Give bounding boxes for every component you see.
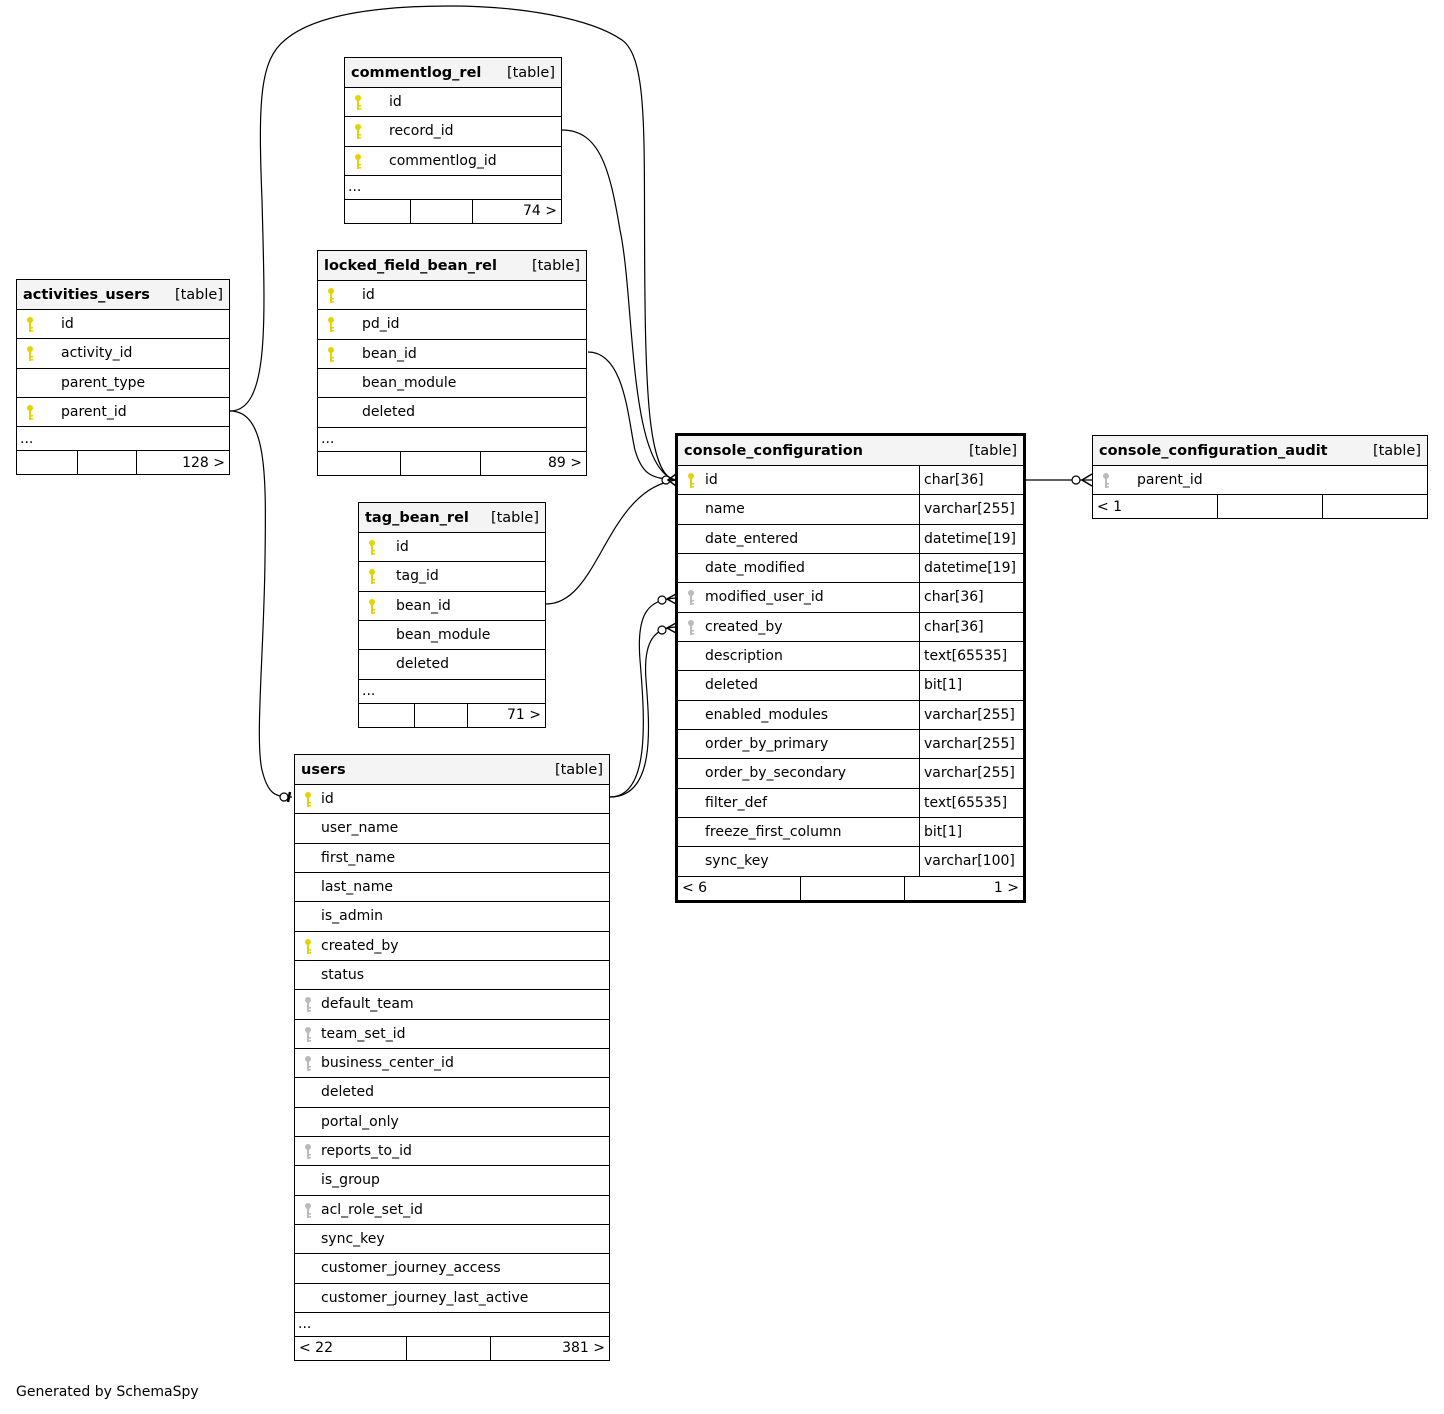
footer-mid bbox=[77, 451, 136, 474]
table-footer bbox=[1093, 495, 1427, 518]
column-row[interactable] bbox=[17, 369, 229, 398]
footer-right[interactable]: 381 > bbox=[490, 1337, 609, 1360]
column-row[interactable] bbox=[295, 1166, 609, 1195]
column-row[interactable] bbox=[345, 117, 561, 146]
column-row[interactable] bbox=[295, 1284, 609, 1313]
column-name: is_group bbox=[321, 1172, 380, 1189]
column-type: varchar[255] bbox=[919, 495, 1023, 523]
column-name: business_center_id bbox=[321, 1055, 454, 1072]
table-tag-bean-rel[interactable] bbox=[358, 502, 546, 728]
column-name: first_name bbox=[321, 849, 396, 866]
table-name: console_configuration_audit bbox=[1099, 442, 1328, 459]
table-locked-field-bean-rel[interactable] bbox=[317, 250, 587, 476]
column-row[interactable] bbox=[295, 1078, 609, 1107]
table-header bbox=[17, 280, 229, 310]
column-row[interactable] bbox=[678, 818, 1023, 847]
column-row[interactable] bbox=[295, 990, 609, 1019]
column-row[interactable] bbox=[678, 583, 1023, 612]
column-name: bean_id bbox=[396, 597, 451, 614]
table-type: [table] bbox=[506, 64, 555, 81]
column-name: activity_id bbox=[61, 345, 133, 362]
column-name: reports_to_id bbox=[321, 1143, 412, 1160]
column-name: deleted bbox=[362, 404, 415, 421]
column-row[interactable] bbox=[295, 932, 609, 961]
column-type: text[65535] bbox=[919, 789, 1023, 817]
table-type: [table] bbox=[554, 761, 603, 778]
relationship-activities-users-users bbox=[230, 411, 292, 797]
column-name: is_admin bbox=[321, 908, 384, 925]
column-type: varchar[100] bbox=[919, 847, 1023, 875]
footer-right[interactable]: 128 > bbox=[136, 451, 229, 474]
primary-key-icon bbox=[353, 153, 363, 171]
column-row[interactable] bbox=[678, 466, 1023, 495]
column-row[interactable] bbox=[295, 785, 609, 814]
column-name: order_by_primary bbox=[705, 736, 829, 753]
column-row[interactable] bbox=[295, 873, 609, 902]
column-name: pd_id bbox=[362, 316, 400, 333]
column-row[interactable] bbox=[17, 398, 229, 427]
column-row[interactable] bbox=[345, 147, 561, 176]
column-name: date_modified bbox=[705, 560, 805, 577]
table-header bbox=[678, 436, 1023, 466]
column-row[interactable] bbox=[678, 789, 1023, 818]
footer-right[interactable]: 74 > bbox=[472, 200, 561, 223]
column-name: modified_user_id bbox=[705, 589, 824, 606]
column-type: bit[1] bbox=[919, 671, 1023, 699]
more-columns: ... bbox=[295, 1313, 609, 1337]
column-row[interactable] bbox=[345, 88, 561, 117]
primary-key-icon bbox=[353, 123, 363, 141]
more-columns: ... bbox=[359, 680, 545, 704]
column-row[interactable] bbox=[17, 339, 229, 368]
column-name: bean_id bbox=[362, 345, 417, 362]
column-row[interactable] bbox=[318, 340, 586, 369]
column-row[interactable] bbox=[295, 961, 609, 990]
footer-right[interactable]: 1 > bbox=[904, 877, 1023, 900]
table-console-configuration[interactable] bbox=[675, 433, 1026, 903]
column-row[interactable] bbox=[318, 398, 586, 427]
relationship-tag-bean-rel bbox=[546, 480, 676, 604]
footer-right[interactable]: 71 > bbox=[467, 704, 545, 727]
table-footer bbox=[318, 452, 586, 475]
column-name: parent_id bbox=[1137, 472, 1203, 489]
primary-key-icon bbox=[25, 345, 35, 363]
column-row[interactable] bbox=[318, 310, 586, 339]
table-footer bbox=[359, 704, 545, 727]
column-type: varchar[255] bbox=[919, 759, 1023, 787]
foreign-key-icon bbox=[303, 996, 313, 1014]
foreign-key-icon bbox=[303, 1143, 313, 1161]
column-row[interactable] bbox=[359, 533, 545, 562]
table-name: locked_field_bean_rel bbox=[324, 257, 497, 274]
primary-key-icon bbox=[367, 539, 377, 557]
column-name: description bbox=[705, 648, 783, 665]
column-type: datetime[19] bbox=[919, 554, 1023, 582]
column-row[interactable] bbox=[295, 1254, 609, 1283]
column-name: customer_journey_last_active bbox=[321, 1289, 529, 1306]
column-row[interactable] bbox=[295, 814, 609, 843]
primary-key-icon bbox=[326, 346, 336, 364]
footer-left bbox=[345, 200, 410, 223]
column-name: acl_role_set_id bbox=[321, 1201, 423, 1218]
column-name: date_entered bbox=[705, 530, 799, 547]
column-row[interactable] bbox=[678, 495, 1023, 524]
column-row[interactable] bbox=[678, 642, 1023, 671]
foreign-key-icon bbox=[303, 1055, 313, 1073]
column-name: tag_id bbox=[396, 568, 439, 585]
primary-key-icon bbox=[303, 938, 313, 956]
column-name: sync_key bbox=[321, 1231, 385, 1248]
table-type: [table] bbox=[490, 509, 539, 526]
column-name: id bbox=[396, 539, 409, 556]
column-type: varchar[255] bbox=[919, 701, 1023, 729]
footer-mid bbox=[410, 200, 472, 223]
column-name: bean_module bbox=[396, 627, 491, 644]
footer-mid bbox=[400, 452, 480, 475]
column-name: bean_module bbox=[362, 375, 457, 392]
column-name: status bbox=[321, 967, 365, 984]
column-name: default_team bbox=[321, 996, 414, 1013]
footer-mid bbox=[414, 704, 467, 727]
column-name: id bbox=[321, 791, 334, 808]
footer-left bbox=[359, 704, 414, 727]
column-name: enabled_modules bbox=[705, 706, 829, 723]
column-name: user_name bbox=[321, 820, 399, 837]
table-type: [table] bbox=[531, 257, 580, 274]
table-header bbox=[295, 755, 609, 785]
primary-key-icon bbox=[686, 472, 696, 490]
column-row[interactable] bbox=[359, 621, 545, 650]
footer-right bbox=[1322, 495, 1427, 518]
primary-key-icon bbox=[326, 287, 336, 305]
column-row[interactable] bbox=[1093, 466, 1427, 495]
primary-key-icon bbox=[25, 404, 35, 422]
column-row[interactable] bbox=[318, 369, 586, 398]
table-name: activities_users bbox=[23, 286, 150, 303]
foreign-key-icon bbox=[303, 1026, 313, 1044]
column-name: created_by bbox=[321, 937, 399, 954]
table-footer bbox=[345, 200, 561, 223]
column-row[interactable] bbox=[678, 554, 1023, 583]
column-name: id bbox=[389, 94, 402, 111]
footer-right[interactable]: 89 > bbox=[480, 452, 586, 475]
column-row[interactable] bbox=[295, 1020, 609, 1049]
column-row[interactable] bbox=[17, 310, 229, 339]
column-name: commentlog_id bbox=[389, 152, 497, 169]
column-name: record_id bbox=[389, 123, 454, 140]
table-users[interactable] bbox=[294, 754, 610, 1361]
relationship-locked-field-bean-rel bbox=[588, 352, 676, 480]
footer-left[interactable]: < 6 bbox=[682, 880, 708, 897]
column-row[interactable] bbox=[678, 730, 1023, 759]
footer-mid bbox=[1217, 495, 1322, 518]
column-type: char[36] bbox=[919, 613, 1023, 641]
generated-by-label: Generated by SchemaSpy bbox=[16, 1384, 199, 1400]
foreign-key-icon bbox=[1101, 472, 1111, 490]
column-row[interactable] bbox=[678, 759, 1023, 788]
column-name: parent_type bbox=[61, 374, 146, 391]
column-name: id bbox=[705, 472, 718, 489]
column-row[interactable] bbox=[295, 844, 609, 873]
table-console-configuration-audit[interactable] bbox=[1092, 435, 1428, 519]
more-columns: ... bbox=[17, 427, 229, 451]
column-type: bit[1] bbox=[919, 818, 1023, 846]
crow-foot-optional-marker bbox=[658, 596, 666, 604]
column-row[interactable] bbox=[678, 701, 1023, 730]
column-name: id bbox=[362, 287, 375, 304]
table-name: tag_bean_rel bbox=[365, 509, 469, 526]
table-type: [table] bbox=[1372, 442, 1421, 459]
column-name: team_set_id bbox=[321, 1025, 406, 1042]
column-name: order_by_secondary bbox=[705, 765, 847, 782]
column-type: varchar[255] bbox=[919, 730, 1023, 758]
column-name: deleted bbox=[321, 1084, 374, 1101]
column-row[interactable] bbox=[678, 847, 1023, 876]
primary-key-icon bbox=[367, 598, 377, 616]
foreign-key-icon bbox=[686, 589, 696, 607]
primary-key-icon bbox=[25, 316, 35, 334]
column-row[interactable] bbox=[295, 1108, 609, 1137]
footer-left bbox=[17, 451, 77, 474]
table-activities-users[interactable] bbox=[16, 279, 230, 475]
column-row[interactable] bbox=[295, 1196, 609, 1225]
column-type: text[65535] bbox=[919, 642, 1023, 670]
primary-key-icon bbox=[326, 316, 336, 334]
column-name: name bbox=[705, 501, 745, 518]
column-name: id bbox=[61, 316, 74, 333]
column-type: datetime[19] bbox=[919, 525, 1023, 553]
column-name: filter_def bbox=[705, 794, 767, 811]
foreign-key-icon bbox=[686, 619, 696, 637]
column-name: parent_id bbox=[61, 404, 127, 421]
table-footer bbox=[17, 451, 229, 474]
column-row[interactable] bbox=[295, 902, 609, 931]
column-name: sync_key bbox=[705, 853, 769, 870]
table-type: [table] bbox=[968, 442, 1017, 459]
footer-left[interactable]: < 1 bbox=[1097, 498, 1123, 515]
table-header bbox=[1093, 436, 1427, 466]
crow-foot-optional-marker bbox=[1072, 476, 1080, 484]
footer-left[interactable]: < 22 bbox=[299, 1340, 333, 1357]
table-type: [table] bbox=[174, 286, 223, 303]
footer-mid bbox=[800, 877, 904, 900]
foreign-key-icon bbox=[303, 1202, 313, 1220]
column-row[interactable] bbox=[359, 562, 545, 591]
primary-key-icon bbox=[367, 568, 377, 586]
column-row[interactable] bbox=[678, 525, 1023, 554]
column-type: char[36] bbox=[919, 583, 1023, 611]
table-name: console_configuration bbox=[684, 442, 863, 459]
column-row[interactable] bbox=[359, 592, 545, 621]
more-columns: ... bbox=[345, 176, 561, 200]
one-marker bbox=[288, 792, 290, 802]
column-row[interactable] bbox=[359, 650, 545, 679]
crow-foot-optional-marker bbox=[658, 626, 666, 634]
column-name: freeze_first_column bbox=[705, 824, 842, 841]
column-row[interactable] bbox=[318, 281, 586, 310]
footer-left bbox=[318, 452, 400, 475]
footer-mid bbox=[406, 1337, 490, 1360]
column-row[interactable] bbox=[678, 613, 1023, 642]
column-name: portal_only bbox=[321, 1113, 399, 1130]
column-row[interactable] bbox=[295, 1225, 609, 1254]
table-footer bbox=[678, 877, 1023, 900]
column-row[interactable] bbox=[678, 671, 1023, 700]
table-commentlog-rel[interactable] bbox=[344, 57, 562, 224]
column-name: customer_journey_access bbox=[321, 1260, 501, 1277]
table-footer bbox=[295, 1337, 609, 1360]
primary-key-icon bbox=[353, 94, 363, 112]
table-header bbox=[318, 251, 586, 281]
column-type: char[36] bbox=[919, 466, 1023, 494]
crow-foot-optional-marker bbox=[280, 793, 288, 801]
column-row[interactable] bbox=[295, 1049, 609, 1078]
column-row[interactable] bbox=[295, 1137, 609, 1166]
primary-key-icon bbox=[303, 791, 313, 809]
table-header bbox=[359, 503, 545, 533]
table-name: commentlog_rel bbox=[351, 64, 482, 81]
column-name: deleted bbox=[396, 656, 449, 673]
column-name: created_by bbox=[705, 618, 783, 635]
table-name: users bbox=[301, 761, 346, 778]
column-name: deleted bbox=[705, 677, 758, 694]
column-name: last_name bbox=[321, 879, 393, 896]
more-columns: ... bbox=[318, 428, 586, 452]
table-header bbox=[345, 58, 561, 88]
